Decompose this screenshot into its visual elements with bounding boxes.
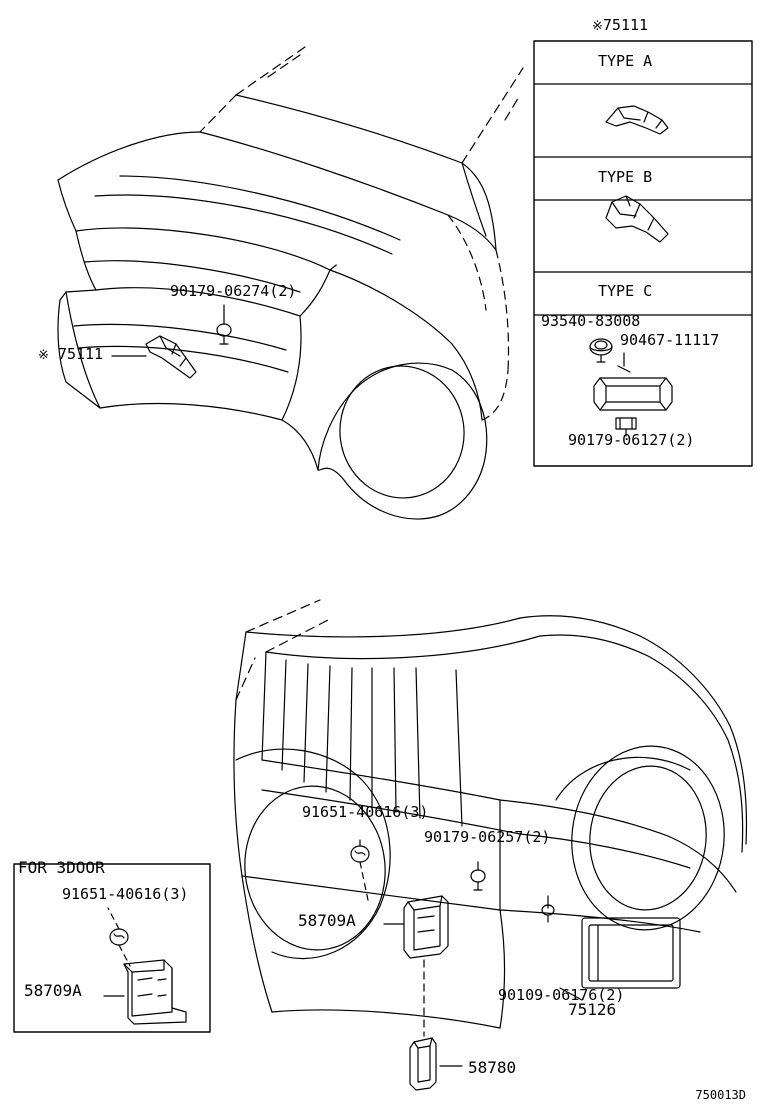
- callout-75126: 75126: [568, 1000, 617, 1019]
- callout-58709A: 58709A: [298, 911, 356, 930]
- type-b-label: TYPE B: [598, 168, 653, 186]
- callout-90109-06176: 90109-06176(2): [498, 986, 625, 1004]
- inset-callout-91651-40616: 91651-40616(3): [62, 885, 189, 903]
- diagram-footer-code: 750013D: [695, 1088, 746, 1102]
- callout-93540-83008: 93540-83008: [541, 312, 641, 330]
- callout-90179-06127: 90179-06127(2): [568, 431, 695, 449]
- type-c-label: TYPE C: [598, 282, 653, 300]
- callout-90467-11117: 90467-11117: [620, 331, 720, 349]
- callout-58780: 58780: [468, 1058, 517, 1077]
- type-box-header: ※75111: [592, 16, 649, 34]
- asterisk-marker: ※: [592, 19, 603, 34]
- callout-75111: ※ 75111: [38, 345, 104, 363]
- inset-callout-58709A: 58709A: [24, 981, 82, 1000]
- inset-title: FOR 3DOOR: [18, 858, 105, 877]
- type-a-label: TYPE A: [598, 52, 653, 70]
- asterisk-marker-2: ※: [38, 348, 49, 363]
- callout-90179-06274: 90179-06274(2): [170, 282, 297, 300]
- callout-91651-40616: 91651-40616(3): [302, 803, 429, 821]
- callout-90179-06257: 90179-06257(2): [424, 828, 551, 846]
